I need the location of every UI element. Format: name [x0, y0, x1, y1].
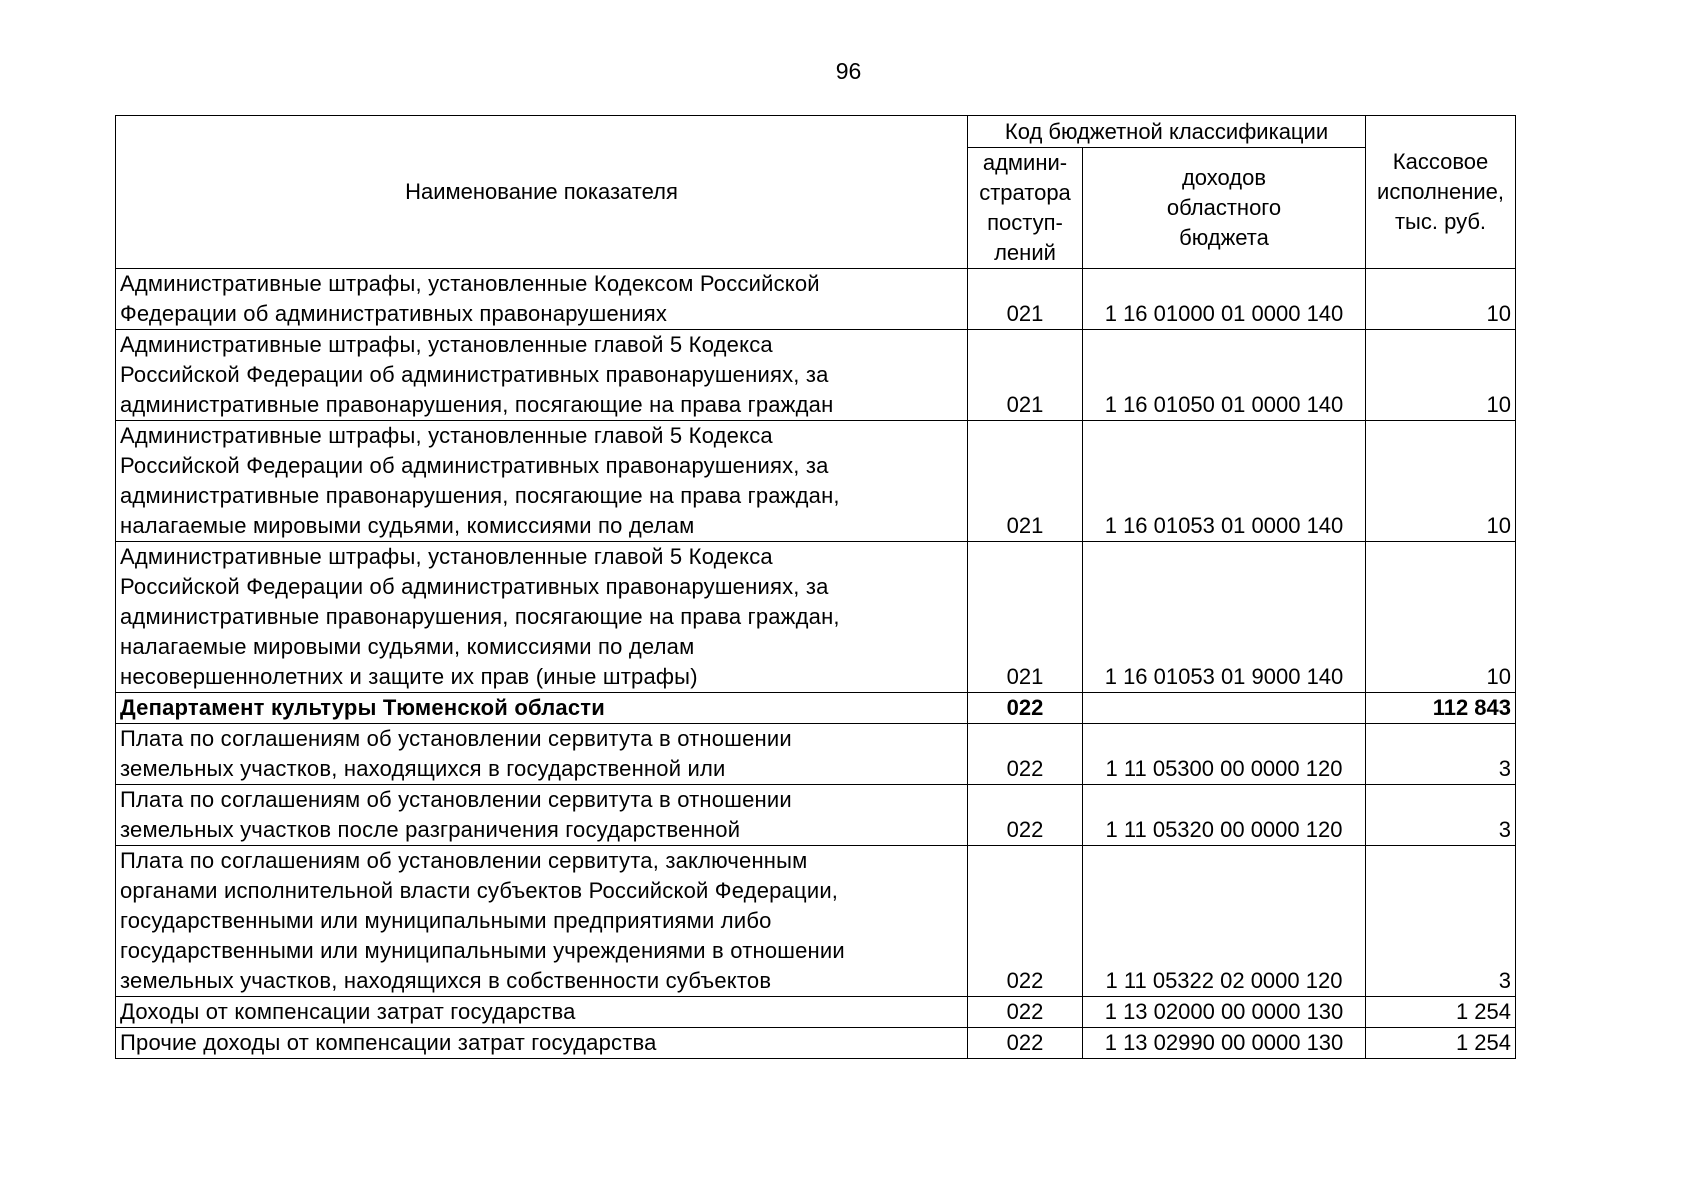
- row-admin-code: 022: [968, 997, 1083, 1028]
- row-amount: 3: [1366, 724, 1516, 785]
- row-name-line: Плата по соглашениям об установлении сервитута в отношении: [120, 787, 792, 812]
- row-amount: 3: [1366, 846, 1516, 997]
- row-amount: 1 254: [1366, 997, 1516, 1028]
- header-income: доходов областного бюджета: [1083, 148, 1366, 269]
- row-name-line: Доходы от компенсации затрат государства: [120, 999, 576, 1024]
- page-number: 96: [835, 58, 862, 84]
- row-name: [116, 997, 968, 1028]
- row-income-code: 1 13 02990 00 0000 130: [1083, 1028, 1366, 1059]
- row-name-line: Административные штрафы, установленные Кодексом Российской: [120, 271, 820, 296]
- row-amount: 112 843: [1366, 693, 1516, 724]
- budget-table: [115, 115, 1516, 1059]
- table-row: [116, 785, 1516, 846]
- row-name-line: государственными или муниципальными учреждениями в отношении: [120, 938, 845, 963]
- row-income-code: 1 13 02000 00 0000 130: [1083, 997, 1366, 1028]
- row-income-code: 1 16 01050 01 0000 140: [1083, 330, 1366, 421]
- row-name-line: Федерации об административных правонарушениях: [120, 301, 668, 326]
- row-admin-code: 021: [968, 330, 1083, 421]
- row-name-line: Российской Федерации об административных правонарушениях, за: [120, 574, 829, 599]
- row-amount: 10: [1366, 330, 1516, 421]
- row-admin-code: 022: [968, 693, 1083, 724]
- table-row: [116, 724, 1516, 785]
- table-row: [116, 693, 1516, 724]
- row-name: [116, 269, 968, 330]
- row-name: [116, 693, 968, 724]
- row-amount: 10: [1366, 542, 1516, 693]
- table-body: [116, 269, 1516, 1059]
- row-income-code: [1083, 693, 1366, 724]
- table-row: [116, 846, 1516, 997]
- table-header: [116, 116, 1516, 269]
- table-row: [116, 997, 1516, 1028]
- row-admin-code: 022: [968, 724, 1083, 785]
- row-name-line: налагаемые мировыми судьями, комиссиями по делам: [120, 634, 695, 659]
- row-name-line: Административные штрафы, установленные главой 5 Кодекса: [120, 332, 773, 357]
- row-admin-code: 021: [968, 269, 1083, 330]
- row-name: [116, 421, 968, 542]
- row-admin-code: 022: [968, 785, 1083, 846]
- row-admin-code: 022: [968, 846, 1083, 997]
- row-name: [116, 846, 968, 997]
- row-name-line: административные правонарушения, посягающие на права граждан: [120, 392, 834, 417]
- row-name: [116, 542, 968, 693]
- row-income-code: 1 16 01000 01 0000 140: [1083, 269, 1366, 330]
- row-name-line: налагаемые мировыми судьями, комиссиями по делам: [120, 513, 695, 538]
- row-name: [116, 724, 968, 785]
- row-name-line: Российской Федерации об административных правонарушениях, за: [120, 362, 829, 387]
- row-name: [116, 330, 968, 421]
- row-name-line: Плата по соглашениям об установлении сервитута, заключенным: [120, 848, 808, 873]
- row-income-code: 1 11 05320 00 0000 120: [1083, 785, 1366, 846]
- row-name-line: Плата по соглашениям об установлении сервитута в отношении: [120, 726, 792, 751]
- row-amount: 10: [1366, 421, 1516, 542]
- row-name-line: органами исполнительной власти субъектов Российской Федерации,: [120, 878, 839, 903]
- row-admin-code: 021: [968, 542, 1083, 693]
- row-income-code: 1 11 05300 00 0000 120: [1083, 724, 1366, 785]
- row-income-code: 1 11 05322 02 0000 120: [1083, 846, 1366, 997]
- row-name-line: Административные штрафы, установленные главой 5 Кодекса: [120, 423, 773, 448]
- row-name-line: Административные штрафы, установленные главой 5 Кодекса: [120, 544, 773, 569]
- row-name: [116, 785, 968, 846]
- table-row: [116, 330, 1516, 421]
- row-income-code: 1 16 01053 01 0000 140: [1083, 421, 1366, 542]
- row-name-line: Прочие доходы от компенсации затрат государства: [120, 1030, 657, 1055]
- row-name-line: несовершеннолетних и защите их прав (иные штрафы): [120, 664, 698, 689]
- row-income-code: 1 16 01053 01 9000 140: [1083, 542, 1366, 693]
- row-name-line: административные правонарушения, посягающие на права граждан,: [120, 604, 840, 629]
- row-name: [116, 1028, 968, 1059]
- row-amount: 1 254: [1366, 1028, 1516, 1059]
- row-amount: 10: [1366, 269, 1516, 330]
- row-name-line: Департамент культуры Тюменской области: [120, 695, 605, 720]
- row-name-line: земельных участков, находящихся в собственности субъектов: [120, 968, 772, 993]
- row-name-line: административные правонарушения, посягающие на права граждан,: [120, 483, 840, 508]
- table-row: [116, 1028, 1516, 1059]
- table-row: [116, 542, 1516, 693]
- header-amount: Кассовое исполнение, тыс. руб.: [1366, 116, 1516, 269]
- header-name: Наименование показателя: [116, 116, 968, 269]
- row-name-line: государственными или муниципальными предприятиями либо: [120, 908, 772, 933]
- row-amount: 3: [1366, 785, 1516, 846]
- row-admin-code: 021: [968, 421, 1083, 542]
- header-code-group: Код бюджетной классификации: [968, 116, 1366, 148]
- row-name-line: земельных участков, находящихся в государственной или: [120, 756, 726, 781]
- row-name-line: земельных участков после разграничения государственной: [120, 817, 741, 842]
- table-row: [116, 269, 1516, 330]
- table-row: [116, 421, 1516, 542]
- row-name-line: Российской Федерации об административных правонарушениях, за: [120, 453, 829, 478]
- row-admin-code: 022: [968, 1028, 1083, 1059]
- header-admin: админи- стратора поступ- лений: [968, 148, 1083, 269]
